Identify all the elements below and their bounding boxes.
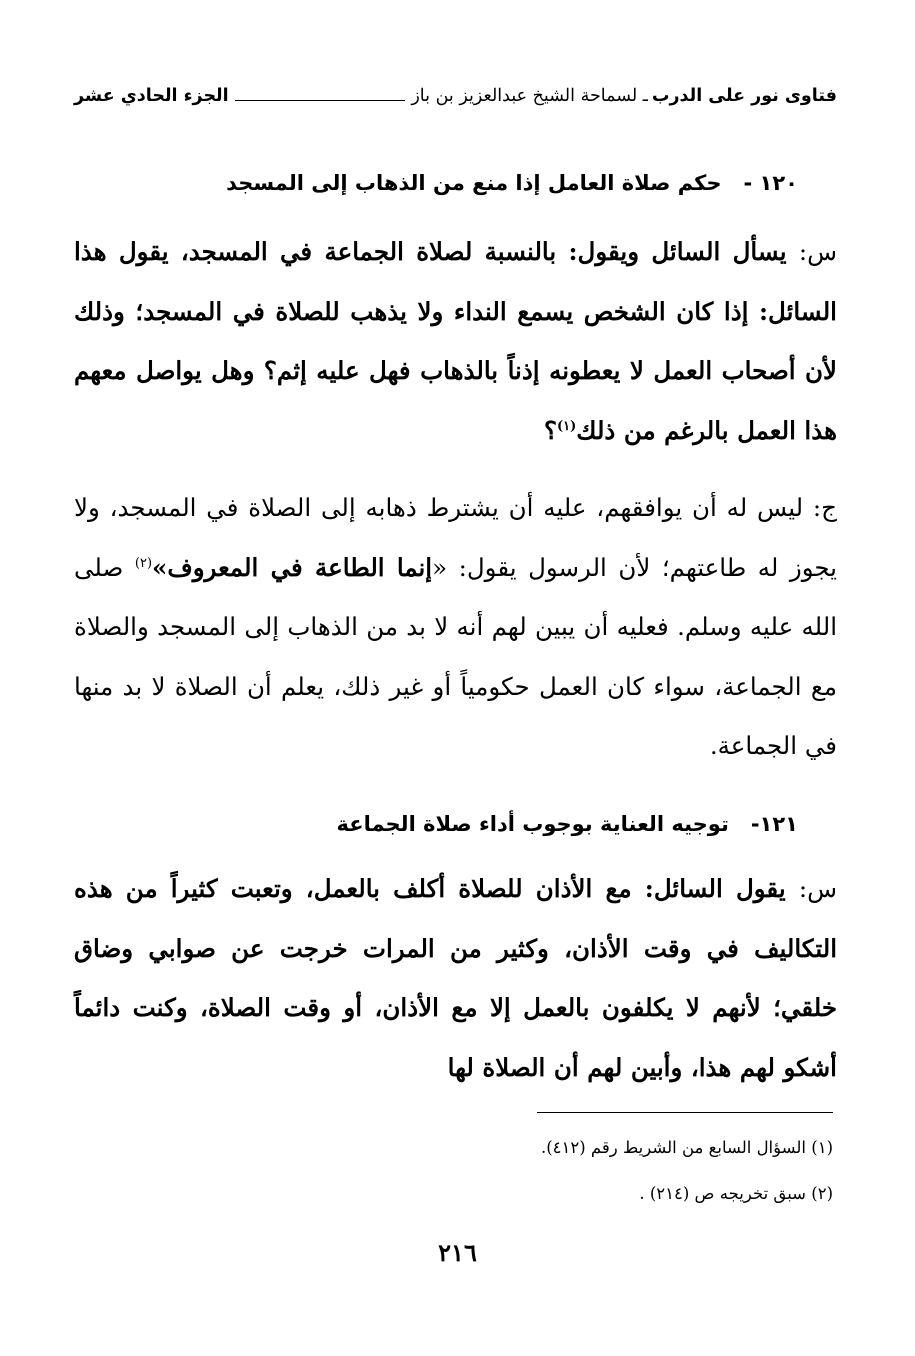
answer-paragraph-120 xyxy=(74,478,837,776)
section-number: ١٢١- xyxy=(750,812,798,836)
running-header xyxy=(74,86,837,107)
footnote-1: (١) السؤال السابع من الشريط رقم (٤١٢). xyxy=(540,1138,833,1157)
section-title: توجيه العناية بوجوب أداء صلاة الجماعة xyxy=(336,812,729,836)
header-rule xyxy=(235,100,406,101)
footnote-2: (٢) سبق تخريجه ص (٢١٤) . xyxy=(639,1184,833,1203)
question-label: س: xyxy=(798,874,838,903)
answer-label: ج: xyxy=(812,493,837,522)
question-label: س: xyxy=(798,237,837,266)
section-heading-120 xyxy=(98,171,798,195)
volume-label: الجزء الحادي عشر xyxy=(74,86,229,106)
question-text: يسأل السائل ويقول: بالنسبة لصلاة الجماعة في المسجد، يقول هذا السائل: إذا كان الشخص يسمع النداء ولا يذهب للصلاة في المسجد؛ وذلك لأن أصحاب العمل لا يعطونه إذناً بالذهاب فهل عليه إثم؟ وهل يواصل معهم هذا العمل بالرغم من ذلك xyxy=(74,237,837,445)
hadith-close: » xyxy=(152,552,168,582)
question-end: ؟ xyxy=(543,415,557,445)
footnote-ref-2[interactable]: (٢) xyxy=(134,555,153,571)
section-number: ١٢٠ - xyxy=(743,171,798,195)
book-title: فتاوى نور على الدرب xyxy=(651,86,837,106)
author-name: ـ لسماحة الشيخ عبدالعزيز بن باز xyxy=(411,86,648,106)
page-number: ٢١٦ xyxy=(438,1238,477,1267)
question-paragraph-121 xyxy=(74,859,837,1097)
answer-text-1: ليس له أن يوافقهم، عليه أن يشترط ذهابه إلى الصلاة في المسجد، ولا يجوز له طاعتهم؛ لأن الرسول يقول: « xyxy=(74,493,837,582)
answer-text-2: صلى الله عليه وسلم. فعليه أن يبين لهم أنه لا بد من الذهاب إلى المسجد والصلاة مع الجماعة، سواء كان العمل حكومياً أو غير ذلك، يعلم أن الصلاة لا بد منها في الجماعة. xyxy=(74,552,837,760)
question-text: يقول السائل: مع الأذان للصلاة أكلف بالعمل، وتعبت كثيراً من هذه التكاليف في وقت الأذان، وكثير من المرات خرجت عن صوابي وضاق خلقي؛ لأنهم لا يكلفون بالعمل إلا مع الأذان، أو وقت الصلاة، وكنت دائماً أشكو لهم هذا، وأبين لهم أن الصلاة لها xyxy=(74,874,837,1082)
hadith-quote: إنما الطاعة في المعروف xyxy=(167,552,433,582)
footnote-ref-1[interactable]: (١) xyxy=(557,418,577,434)
question-paragraph-120 xyxy=(74,222,837,460)
footnote-separator xyxy=(537,1112,833,1113)
section-heading-121 xyxy=(98,812,798,836)
section-title: حكم صلاة العامل إذا منع من الذهاب إلى المسجد xyxy=(226,171,722,195)
